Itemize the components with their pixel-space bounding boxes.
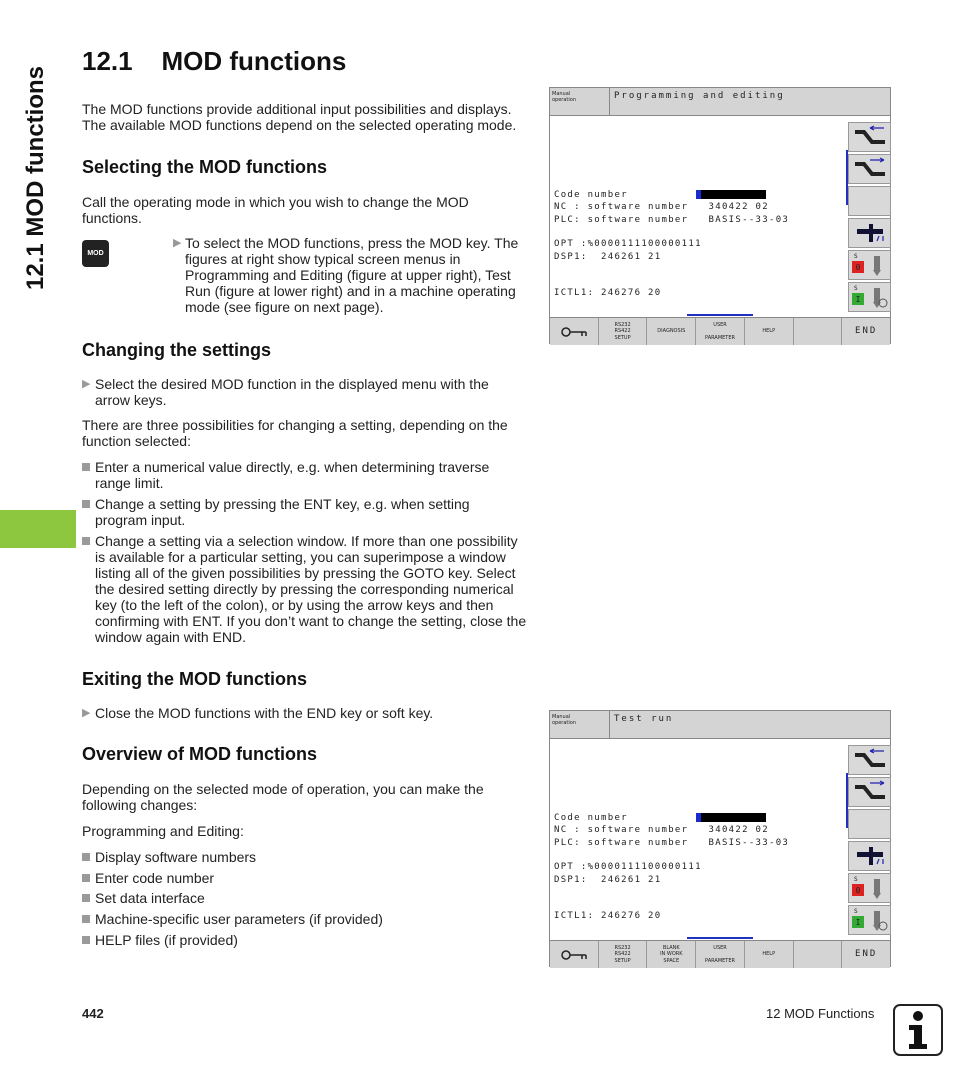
intro-paragraph: The MOD functions provide additional input possibilities and displays. The available MOD functions depend on the selected operating mode. xyxy=(82,101,517,133)
list-item: HELP files (if provided) xyxy=(82,932,522,948)
softkey-help: HELP xyxy=(745,941,794,968)
softkey-end: END xyxy=(855,949,878,960)
key-icon xyxy=(560,950,588,960)
mod-key-icon xyxy=(82,240,109,267)
machine-forward-icon xyxy=(848,745,891,775)
selecting-step-text: To select the MOD functions, press the MOD key. The figures at right show typical screen menus in Programming and Editing (figure at upper right), Test Run (figure at lower right) and in a machine operating mode (see figure on next page). xyxy=(185,235,519,315)
screen-header: Programming and editing xyxy=(610,88,890,116)
changing-step-text: Select the desired MOD function in the displayed menu with the arrow keys. xyxy=(95,376,489,408)
bullet-square-icon xyxy=(82,537,90,545)
blank-side-key xyxy=(848,809,891,839)
machine-back-icon xyxy=(848,154,891,184)
spindle-stop-icon: S 0 xyxy=(848,250,891,280)
bullet-square-icon xyxy=(82,874,90,882)
mode-label: Manual operation xyxy=(550,88,610,116)
softkey-row xyxy=(550,317,890,345)
bullet-square-icon xyxy=(82,853,90,861)
heading-changing: Changing the settings xyxy=(82,340,271,360)
page-number: 442 xyxy=(82,1006,104,1021)
bullet-square-icon xyxy=(82,500,90,508)
softkey-rs232-setup: RS232 RS422 SETUP xyxy=(599,941,648,968)
changing-step xyxy=(82,376,522,408)
softkey-user-parameter: USER PARAMETER xyxy=(696,318,745,345)
code-number-input xyxy=(701,190,766,199)
softkey-underline xyxy=(687,314,753,316)
list-item: Display software numbers xyxy=(82,849,522,865)
machine-forward-icon xyxy=(848,122,891,152)
spindle-stop-icon: S 0 xyxy=(848,873,891,903)
heading-selecting: Selecting the MOD functions xyxy=(82,157,328,177)
list-item: Change a setting via a selection window. If more than one possibility is available for a particular setting, you can superimpose a window listing all of the given possibilities by pressing the GOTO key. Select the desired setting directly by pressing the corresponding numerical key (to the left of the colon), or by using the arrow keys and then confirming with ENT. If you don’t want to change the setting, close the window again with END. xyxy=(82,533,527,645)
list-item: Change a setting by pressing the ENT key, e.g. when setting program input. xyxy=(82,496,522,528)
sidebar-vertical-title xyxy=(8,48,64,308)
changing-paragraph: There are three possibilities for changing a setting, depending on the function selected: xyxy=(82,417,508,449)
softkey-blank xyxy=(794,318,843,345)
softkey-underline xyxy=(687,937,753,939)
coolant-icon xyxy=(848,841,891,871)
spindle-start-icon: S I xyxy=(848,905,891,935)
heading-overview: Overview of MOD functions xyxy=(82,744,318,764)
list-item: Enter code number xyxy=(82,870,522,886)
chapter-label: 12 MOD Functions xyxy=(766,1006,875,1021)
list-item: Set data interface xyxy=(82,890,522,906)
softkey-user-parameter: USER PARAMETER xyxy=(696,941,745,968)
page-title: 12.1 MOD functions xyxy=(82,46,347,76)
bullet-square-icon xyxy=(82,894,90,902)
blank-side-key xyxy=(848,186,891,216)
softkey-help: HELP xyxy=(745,318,794,345)
softkey-key xyxy=(550,941,599,968)
key-icon xyxy=(560,327,588,337)
bullet-square-icon xyxy=(82,915,90,923)
list-item: Enter a numerical value directly, e.g. when determining traverse range limit. xyxy=(82,459,522,491)
selecting-step xyxy=(173,235,528,315)
sidebar-title-text: 12.1 MOD functions xyxy=(22,65,49,291)
code-number-input xyxy=(701,813,766,822)
softkey-key xyxy=(550,318,599,345)
overview-subheading: Programming and Editing: xyxy=(82,823,244,839)
bullet-square-icon xyxy=(82,936,90,944)
screenshot-programming-editing: Manual operation Programming and editing Code number NC : software number 340422 02 PLC: software number BASIS--33-03 OPT :%0000111100000111 DSP1: 246261 21 ICTL1: 246276 20 S 0 S I RS232 RS422 SETUP DIAGNOSIS USER PARAMETER HELP END xyxy=(549,87,891,344)
list-item: Machine-specific user parameters (if provided) xyxy=(82,911,522,927)
step-arrow-icon: ▶ xyxy=(82,707,91,719)
screen-header: Test run xyxy=(610,711,890,739)
step-arrow-icon: ▶ xyxy=(82,378,91,390)
softkey-end: END xyxy=(855,326,878,337)
exiting-step xyxy=(82,705,522,721)
coolant-icon xyxy=(848,218,891,248)
sidebar-chapter-tab xyxy=(0,510,76,548)
overview-paragraph: Depending on the selected mode of operation, you can make the following changes: xyxy=(82,781,484,813)
softkey-row xyxy=(550,940,890,968)
info-icon xyxy=(893,1004,943,1056)
mode-label: Manual operation xyxy=(550,711,610,739)
machine-back-icon xyxy=(848,777,891,807)
softkey-diagnosis: DIAGNOSIS xyxy=(647,318,696,345)
bullet-square-icon xyxy=(82,463,90,471)
spindle-start-icon: S I xyxy=(848,282,891,312)
exiting-step-text: Close the MOD functions with the END key or soft key. xyxy=(95,705,434,721)
screenshot-test-run: Manual operation Test run Code number NC : software number 340422 02 PLC: software number BASIS--33-03 OPT :%0000111100000111 DSP1: 246261 21 ICTL1: 246276 20 S 0 S I RS232 RS422 SETUP BLANK IN WORK SPACE USER PARAMETER HELP END xyxy=(549,710,891,967)
heading-exiting: Exiting the MOD functions xyxy=(82,669,307,689)
selecting-paragraph: Call the operating mode in which you wish to change the MOD functions. xyxy=(82,194,469,226)
softkey-blank xyxy=(794,941,843,968)
mod-key-label: MOD xyxy=(87,250,104,257)
softkey-rs232-setup: RS232 RS422 SETUP xyxy=(599,318,648,345)
softkey-blank-in-work-space: BLANK IN WORK SPACE xyxy=(647,941,696,968)
step-arrow-icon: ▶ xyxy=(173,237,182,249)
